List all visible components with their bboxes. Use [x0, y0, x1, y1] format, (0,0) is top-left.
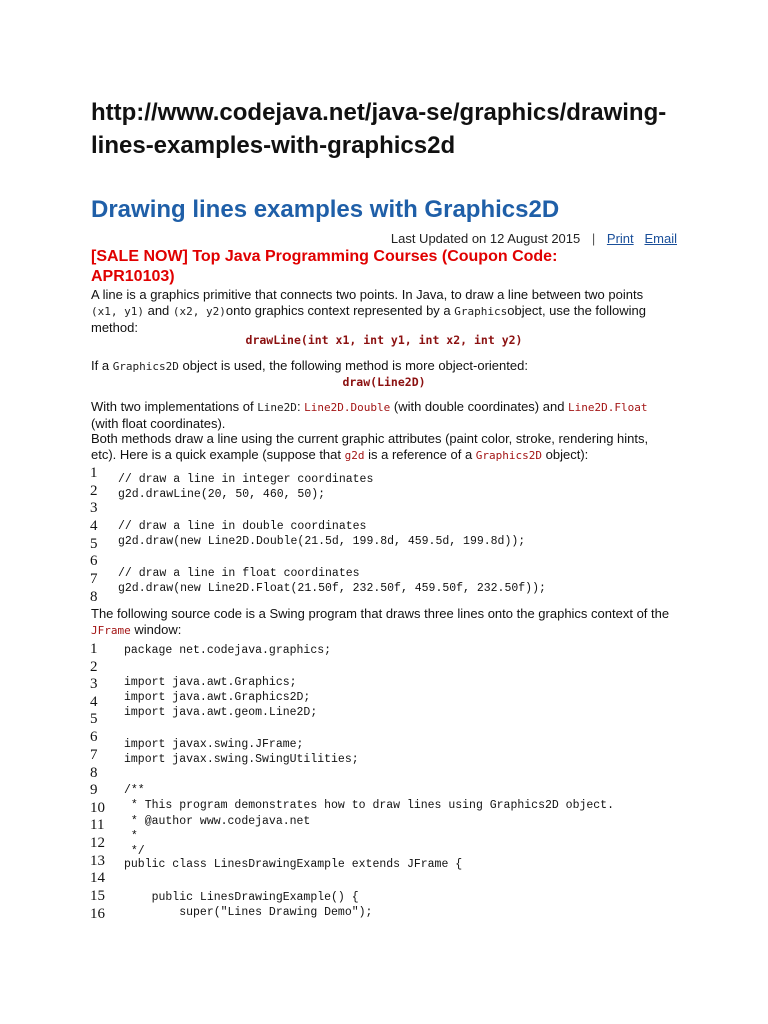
inline-code: Graphics — [454, 305, 508, 318]
text: (with float coordinates). — [91, 416, 226, 431]
inline-code: Graphics2D — [112, 360, 179, 373]
line-number: 1 — [90, 465, 98, 481]
meta-separator: | — [591, 231, 596, 246]
url-heading: http://www.codejava.net/java-se/graphics/drawing-lines-examples-with-graphics2d — [91, 99, 667, 159]
inline-code: (x2, y2) — [172, 305, 226, 318]
line-number: 5 — [90, 711, 98, 727]
code-line: import java.awt.Graphics; — [124, 676, 297, 689]
line-number: 3 — [90, 500, 98, 516]
method-signature-drawline: drawLine(int x1, int y1, int x2, int y2) — [245, 333, 523, 347]
inline-code: Line2D.Double — [304, 401, 391, 414]
text: : — [296, 399, 305, 414]
last-updated: Last Updated on 12 August 2015 — [390, 231, 581, 246]
code-line: // draw a line in integer coordinates — [118, 473, 374, 486]
inline-code: Graphics2D — [475, 449, 543, 462]
line-number: 1 — [90, 641, 98, 657]
code-line: */ — [124, 845, 145, 858]
line-number: 8 — [90, 765, 98, 781]
line-number: 5 — [90, 536, 98, 552]
article-meta — [91, 230, 677, 247]
code-line: public class LinesDrawingExample extends JFrame { — [124, 858, 463, 871]
text: is a reference of a — [364, 447, 476, 462]
text: With two implementations of — [91, 399, 258, 414]
sale-banner-link[interactable]: [SALE NOW] Top Java Programming Courses (Coupon Code: APR10103) — [91, 248, 558, 285]
print-link[interactable]: Print — [606, 231, 634, 246]
text: window: — [130, 622, 182, 637]
line-number: 2 — [90, 659, 98, 675]
intro-paragraph — [91, 287, 671, 336]
code-line: import java.awt.Graphics2D; — [124, 691, 311, 704]
line-number: 8 — [90, 589, 98, 605]
line-number: 7 — [90, 747, 98, 763]
line-number: 4 — [90, 518, 98, 534]
email-link[interactable]: Email — [644, 231, 677, 246]
code-line: // draw a line in float coordinates — [118, 567, 360, 580]
text: onto graphics context represented by a — [225, 303, 455, 318]
code-line: import java.awt.geom.Line2D; — [124, 706, 318, 719]
paragraph-implementations — [91, 399, 671, 432]
paragraph-both-methods — [91, 431, 671, 464]
code-line: * — [124, 830, 138, 843]
code-line: super("Lines Drawing Demo"); — [124, 906, 373, 919]
code-line: /** — [124, 784, 145, 797]
text: If a — [91, 358, 113, 373]
code-line: g2d.draw(new Line2D.Float(21.50f, 232.50f, 459.50f, 232.50f)); — [118, 582, 546, 595]
article-title[interactable]: Drawing lines examples with Graphics2D — [91, 196, 560, 223]
text: (with double coordinates) and — [390, 399, 569, 414]
code-line: import javax.swing.JFrame; — [124, 738, 304, 751]
line-number: 3 — [90, 676, 98, 692]
line-number: 4 — [90, 694, 98, 710]
line-number: 15 — [90, 888, 105, 904]
line-number: 16 — [90, 906, 105, 922]
paragraph-graphics2d — [91, 358, 671, 375]
line-number: 7 — [90, 571, 98, 587]
line-number: 6 — [90, 729, 98, 745]
code-line: * @author www.codejava.net — [124, 815, 311, 828]
line-number: 13 — [90, 853, 105, 869]
line-number: 6 — [90, 553, 98, 569]
line-number: 14 — [90, 870, 105, 886]
line-number: 10 — [90, 800, 105, 816]
code-line: public LinesDrawingExample() { — [124, 891, 359, 904]
text: object, use the following method: — [91, 303, 647, 335]
paragraph-swing-program — [91, 606, 671, 639]
code-line: import javax.swing.SwingUtilities; — [124, 753, 359, 766]
inline-code: (x1, y1) — [91, 305, 144, 318]
line-number: 11 — [90, 817, 105, 833]
line-number: 9 — [90, 782, 98, 798]
code-line: g2d.draw(new Line2D.Double(21.5d, 199.8d, 459.5d, 199.8d)); — [118, 535, 526, 548]
code-line: * This program demonstrates how to draw lines using Graphics2D object. — [124, 799, 614, 812]
inline-code: Line2D — [257, 401, 297, 414]
inline-code: Line2D.Float — [568, 401, 648, 414]
line-number: 2 — [90, 483, 98, 499]
text: object is used, the following method is more object-oriented: — [178, 358, 528, 373]
method-signature-draw: draw(Line2D) — [342, 375, 426, 389]
code-line: // draw a line in double coordinates — [118, 520, 367, 533]
code-line: g2d.drawLine(20, 50, 460, 50); — [118, 488, 326, 501]
text: and — [143, 303, 173, 318]
text: The following source code is a Swing program that draws three lines onto the graphics context of the — [91, 606, 670, 621]
code-line: package net.codejava.graphics; — [124, 644, 332, 657]
inline-code: JFrame — [91, 624, 131, 637]
inline-code: g2d — [344, 449, 365, 462]
text: A line is a graphics primitive that connects two points. In Java, to draw a line between two points — [91, 287, 644, 302]
text: Both methods draw a line using the current graphic attributes (paint color, stroke, rendering hints, etc). Here is a quick example (suppose that — [91, 431, 649, 462]
text: object): — [542, 447, 589, 462]
line-number: 12 — [90, 835, 105, 851]
